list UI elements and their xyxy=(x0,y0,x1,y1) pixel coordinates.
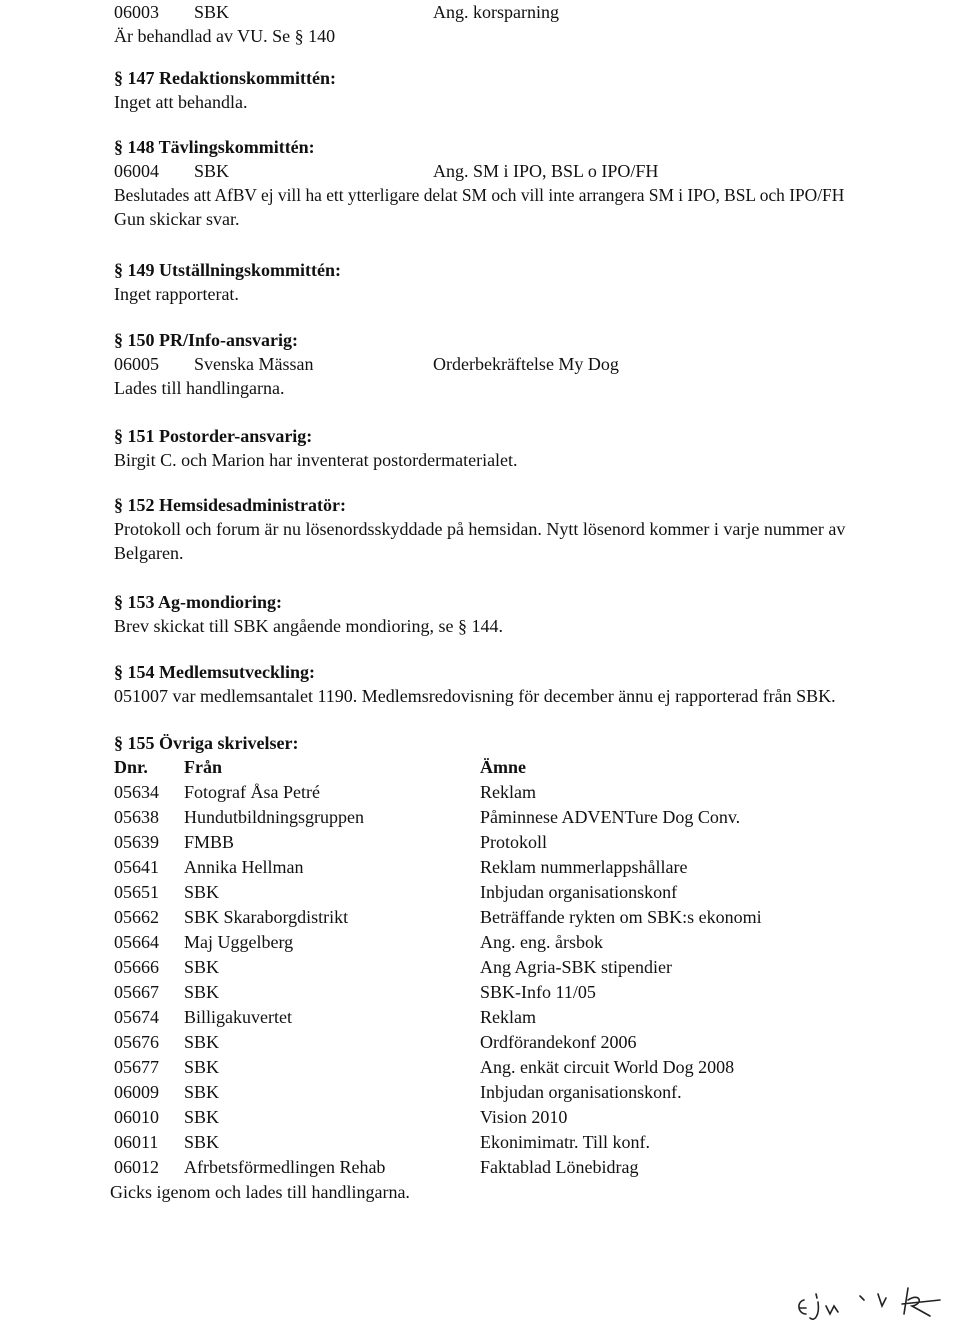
table-row xyxy=(114,780,954,805)
cell-from: Hundutbildningsgruppen xyxy=(184,807,364,827)
text-line: Birgit C. och Marion har inventerat postordermaterialet. xyxy=(114,450,518,470)
cell-dnr: 05666 xyxy=(114,957,159,977)
table-row xyxy=(114,930,954,955)
cell-dnr: 06012 xyxy=(114,1157,159,1177)
section-heading: § 149 Utställningskommittén: xyxy=(114,260,342,280)
cell-from: SBK xyxy=(184,1032,220,1052)
cell-subject: Ekonimimatr. Till konf. xyxy=(480,1132,651,1152)
cell-from: SBK xyxy=(184,1082,220,1102)
cell-from: Fotograf Åsa Petré xyxy=(184,782,320,802)
subject: Ang. SM i IPO, BSL o IPO/FH xyxy=(433,161,659,181)
cell-subject: Vision 2010 xyxy=(480,1107,568,1127)
table-row xyxy=(114,1155,954,1180)
table-row xyxy=(114,1055,954,1080)
cell-dnr: 05641 xyxy=(114,857,159,877)
cell-subject: Inbjudan organisationskonf xyxy=(480,882,678,902)
text-line: Inget rapporterat. xyxy=(114,284,239,304)
section-heading: § 147 Redaktionskommittén: xyxy=(114,68,337,88)
item-line xyxy=(114,159,954,183)
cell-dnr: 05662 xyxy=(114,907,159,927)
cell-from: Billigakuvertet xyxy=(184,1007,292,1027)
section-heading: § 148 Tävlingskommittén: xyxy=(114,137,315,157)
cell-dnr: 05667 xyxy=(114,982,159,1002)
cell-subject: Reklam nummerlappshållare xyxy=(480,857,688,877)
section-heading: § 150 PR/Info-ansvarig: xyxy=(114,330,298,350)
column-from: Från xyxy=(184,757,222,777)
cell-dnr: 05677 xyxy=(114,1057,159,1077)
section-heading: § 154 Medlemsutveckling: xyxy=(114,662,315,682)
cell-dnr: 05676 xyxy=(114,1032,159,1052)
from: Svenska Mässan xyxy=(194,354,314,374)
table-row xyxy=(114,1105,954,1130)
table-row xyxy=(114,830,954,855)
cell-from: SBK xyxy=(184,1107,220,1127)
cell-subject: Inbjudan organisationskonf. xyxy=(480,1082,682,1102)
cell-subject: Reklam xyxy=(480,782,536,802)
cell-from: SBK xyxy=(184,1132,220,1152)
table-row xyxy=(114,1030,954,1055)
section-151 xyxy=(114,424,954,472)
section-154 xyxy=(114,660,954,708)
text-line: Är behandlad av VU. Se § 140 xyxy=(114,26,336,46)
cell-from: Annika Hellman xyxy=(184,857,304,877)
table-row xyxy=(114,905,954,930)
cell-dnr: 05674 xyxy=(114,1007,159,1027)
table-row xyxy=(114,1080,954,1105)
cell-from: SBK Skaraborgdistrikt xyxy=(184,907,349,927)
cell-dnr: 05638 xyxy=(114,807,159,827)
section-heading: § 153 Ag-mondioring: xyxy=(114,592,283,612)
text-line: Inget att behandla. xyxy=(114,92,248,112)
cell-subject: Ang. enkät circuit World Dog 2008 xyxy=(480,1057,735,1077)
section-153 xyxy=(114,590,954,638)
cell-from: SBK xyxy=(184,882,220,902)
section-150 xyxy=(114,328,954,400)
from: SBK xyxy=(194,2,230,22)
text-line: Beslutades att AfBV ej vill ha ett ytterligare delat SM och vill inte arrangera SM i IPO, BSL och IPO/FH xyxy=(114,185,845,205)
item-line xyxy=(114,0,954,24)
table-row xyxy=(114,805,954,830)
table-row xyxy=(114,1005,954,1030)
cell-subject: Beträffande rykten om SBK:s ekonomi xyxy=(480,907,762,927)
cell-from: Afrbetsförmedlingen Rehab xyxy=(184,1157,386,1177)
cell-subject: Protokoll xyxy=(480,832,548,852)
cell-subject: Ordförandekonf 2006 xyxy=(480,1032,637,1052)
table-header xyxy=(114,755,954,780)
subject: Orderbekräftelse My Dog xyxy=(433,354,619,374)
text-line: Lades till handlingarna. xyxy=(114,378,285,398)
dnr: 06005 xyxy=(114,354,159,374)
text-line: 051007 var medlemsantalet 1190. Medlemsredovisning för december ännu ej rapporterad från SBK. xyxy=(114,686,836,706)
table-row xyxy=(114,955,954,980)
column-dnr: Dnr. xyxy=(114,757,148,777)
cell-dnr: 06009 xyxy=(114,1082,159,1102)
cell-from: Maj Uggelberg xyxy=(184,932,294,952)
dnr: 06003 xyxy=(114,2,159,22)
section-155 xyxy=(110,731,954,1204)
column-subject: Ämne xyxy=(480,757,526,777)
cell-dnr: 05651 xyxy=(114,882,159,902)
section-152 xyxy=(114,493,954,565)
subject: Ang. korsparning xyxy=(433,2,559,22)
handwritten-signature xyxy=(790,1270,960,1330)
text-line: Protokoll och forum är nu lösenordsskyddade på hemsidan. Nytt lösenord kommer i varje nummer av xyxy=(114,519,846,539)
dnr: 06004 xyxy=(114,161,159,181)
section-heading: § 152 Hemsidesadministratör: xyxy=(114,495,346,515)
section-heading: § 151 Postorder-ansvarig: xyxy=(114,426,313,446)
table-row xyxy=(114,880,954,905)
cell-subject: Påminnese ADVENTure Dog Conv. xyxy=(480,807,741,827)
closing-text: Gicks igenom och lades till handlingarna. xyxy=(110,1182,410,1202)
cell-dnr: 06011 xyxy=(114,1132,159,1152)
cell-dnr: 05634 xyxy=(114,782,159,802)
table-row xyxy=(114,980,954,1005)
section-149 xyxy=(114,258,954,306)
from: SBK xyxy=(194,161,230,181)
section-top xyxy=(114,0,954,48)
cell-subject: Faktablad Lönebidrag xyxy=(480,1157,639,1177)
cell-from: SBK xyxy=(184,957,220,977)
table-row xyxy=(114,855,954,880)
table-body xyxy=(114,780,954,1180)
cell-dnr: 06010 xyxy=(114,1107,159,1127)
table-row xyxy=(114,1130,954,1155)
text-line: Brev skickat till SBK angående mondioring, se § 144. xyxy=(114,616,503,636)
cell-subject: SBK-Info 11/05 xyxy=(480,982,596,1002)
section-148 xyxy=(114,135,954,231)
section-147 xyxy=(114,66,954,114)
cell-from: SBK xyxy=(184,982,220,1002)
text-line: Belgaren. xyxy=(114,543,184,563)
section-heading: § 155 Övriga skrivelser: xyxy=(114,733,299,753)
cell-dnr: 05639 xyxy=(114,832,159,852)
cell-dnr: 05664 xyxy=(114,932,159,952)
cell-from: SBK xyxy=(184,1057,220,1077)
cell-from: FMBB xyxy=(184,832,235,852)
cell-subject: Ang. eng. årsbok xyxy=(480,932,603,952)
cell-subject: Ang Agria-SBK stipendier xyxy=(480,957,672,977)
cell-subject: Reklam xyxy=(480,1007,536,1027)
item-line xyxy=(114,352,954,376)
text-line: Gun skickar svar. xyxy=(114,209,240,229)
